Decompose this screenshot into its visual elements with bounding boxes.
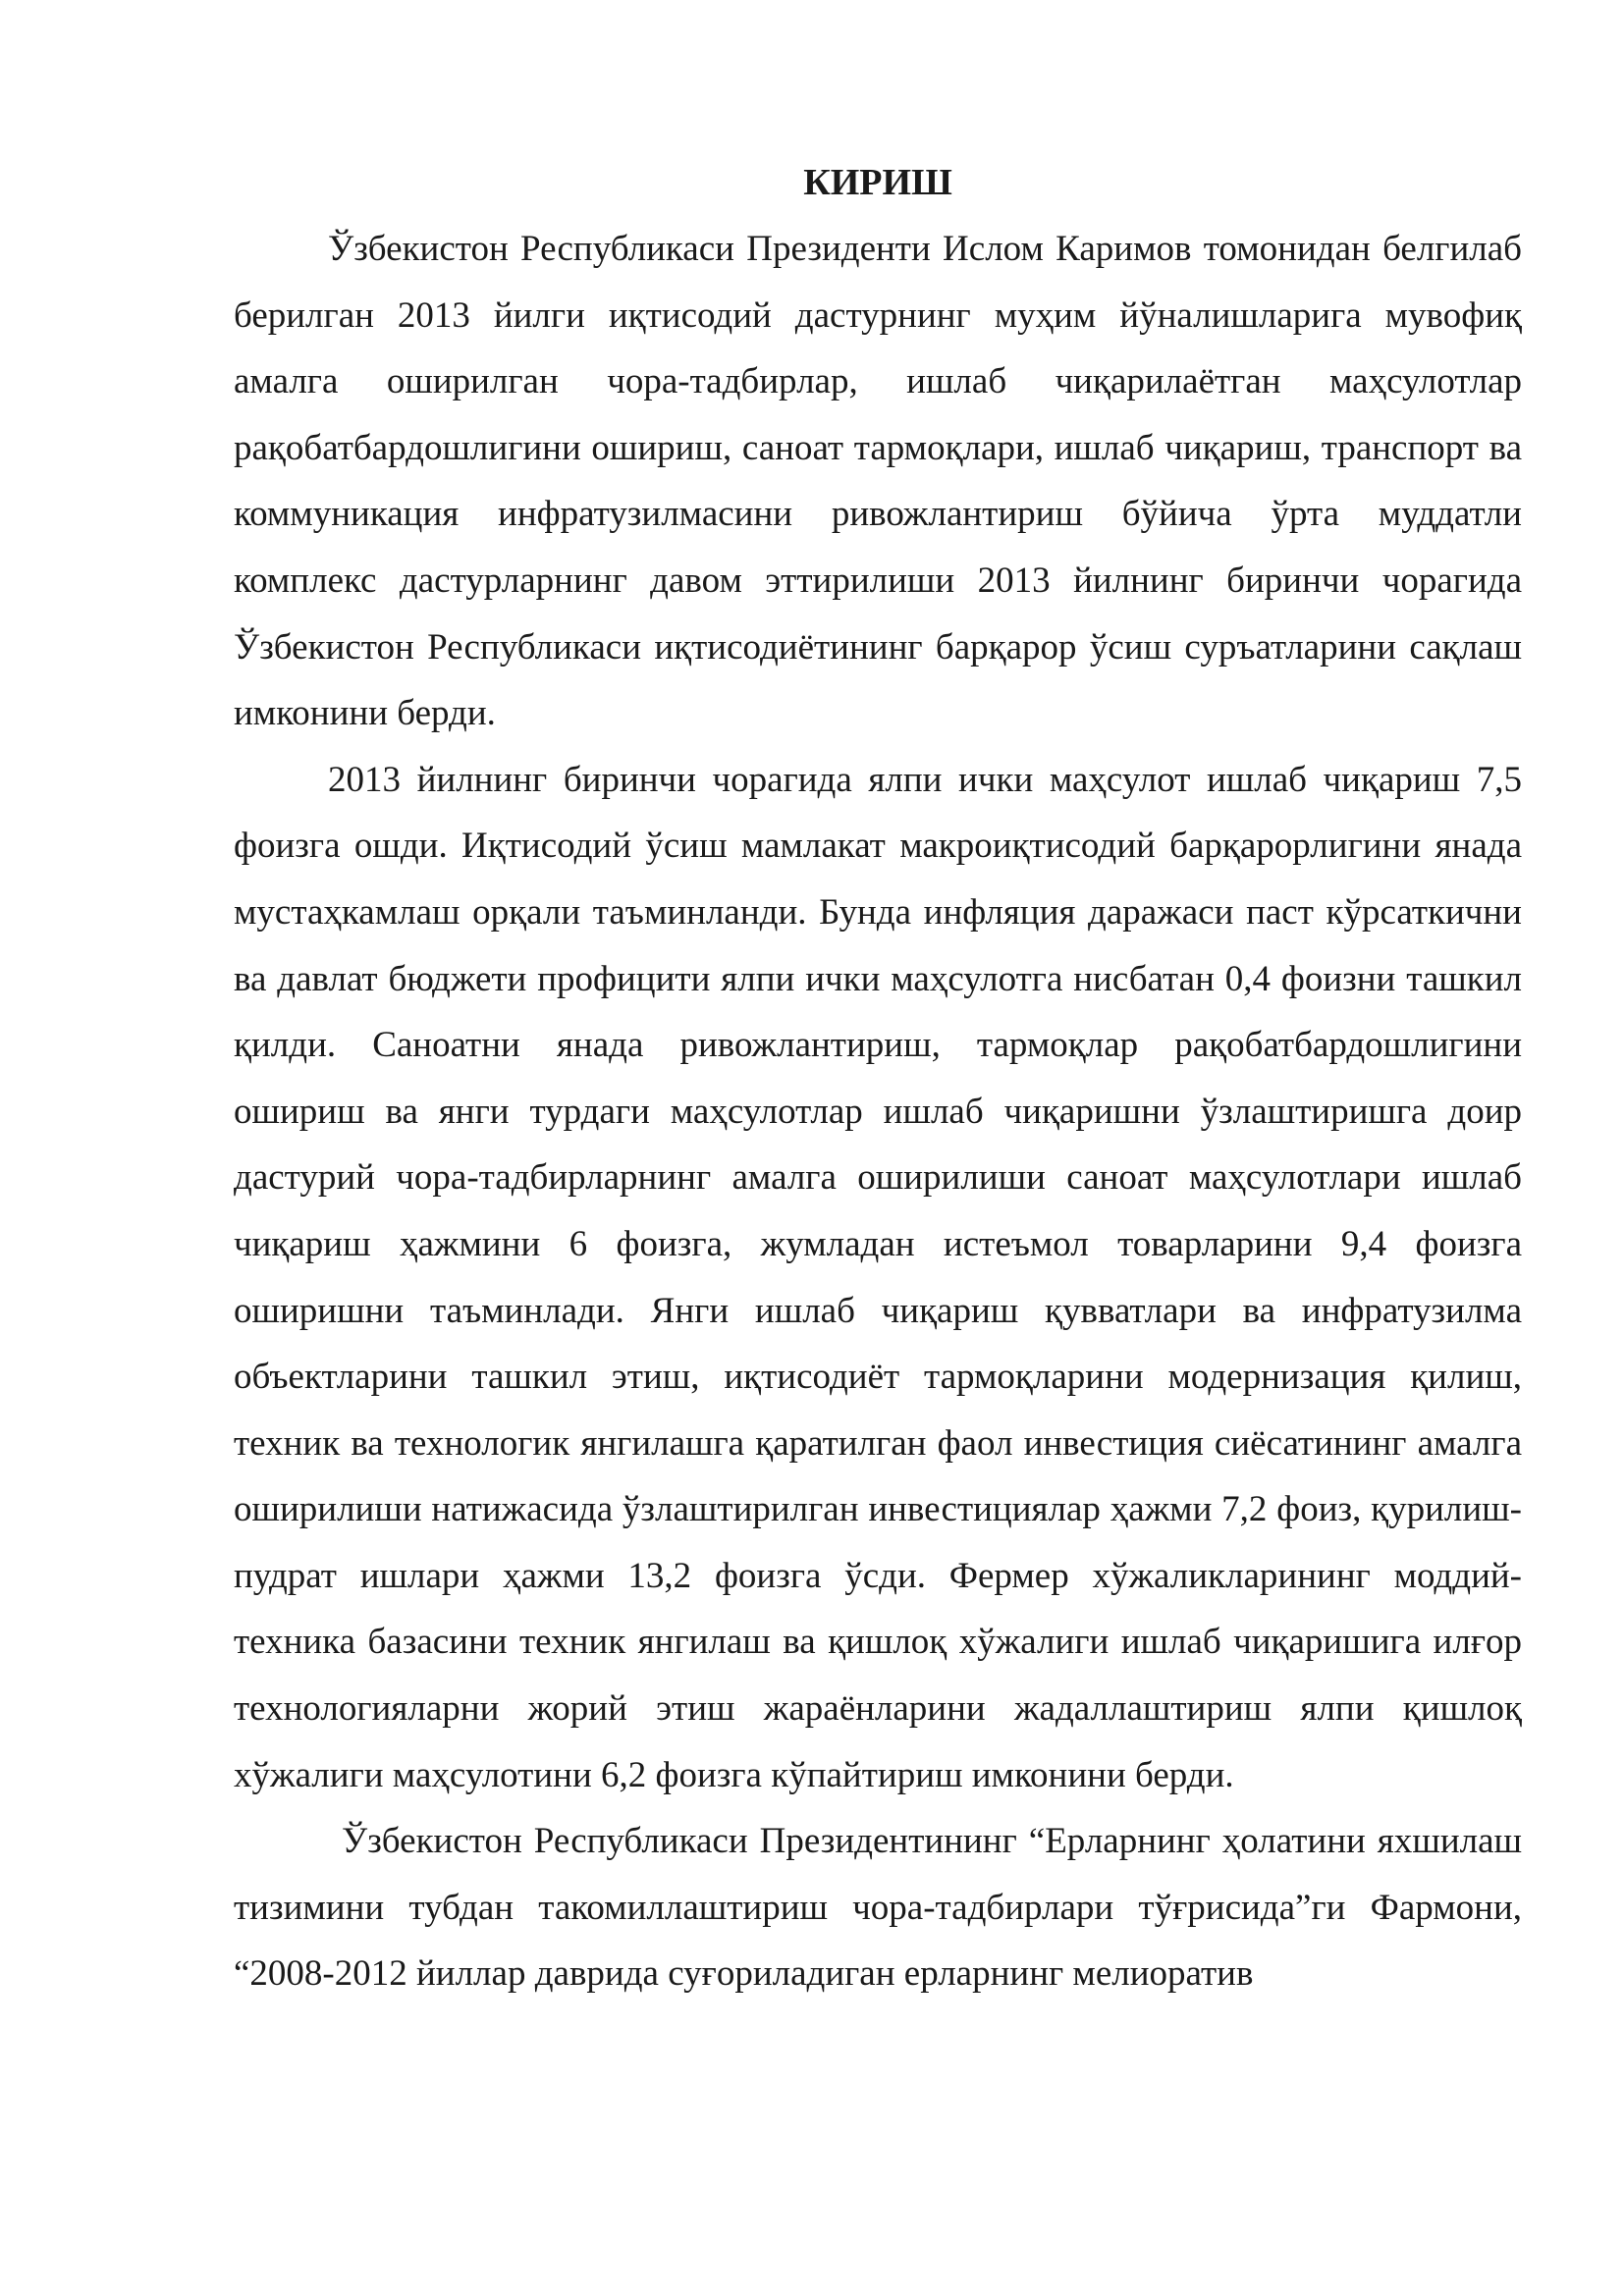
paragraph-decree: Ўзбекистон Республикаси Президентининг “Ерларнинг ҳолатини яхшилаш тизимини тубдан такомиллаштириш чора-тадбирлари тўғрисида”ги Фармони, “2008-2012 йиллар даврида суғориладиган ерларнинг мелиоратив bbox=[234, 1821, 1522, 1995]
section-heading: КИРИШ bbox=[803, 162, 952, 203]
paragraph-intro: Ўзбекистон Республикаси Президенти Ислом Каримов томонидан белгилаб берилган 2013 йилги иқтисодий дастурнинг муҳим йўналишларига мувофиқ амалга оширилган чора-тадбирлар, ишлаб чиқарилаётган маҳсулотлар рақобатбардошлигини ошириш, саноат тармоқлари, ишлаб чиқариш, транспорт ва коммуникация инфратузилмасини ривожлантириш бўйича ўрта муддатли комплекс дастурларнинг давом эттирилиши 2013 йилнинг биринчи чорагида Ўзбекистон Республикаси иқтисодиётининг барқарор ўсиш суръатларини сақлаш имконини берди. bbox=[234, 229, 1522, 734]
paragraph-economic-growth: 2013 йилнинг биринчи чорагида ялпи ички маҳсулот ишлаб чиқариш 7,5 фоизга ошди. Иқтисодий ўсиш мамлакат макроиқтисодий барқарорлигини янада мустаҳкамлаш орқали таъминланди. Бунда инфляция даражаси паст кўрсаткични ва давлат бюджети профицити ялпи ички маҳсулотга нисбатан 0,4 фоизни ташкил қилди. Саноатни янада ривожлантириш, тармоқлар рақобатбардошлигини ошириш ва янги турдаги маҳсулотлар ишлаб чиқаришни ўзлаштиришга доир дастурий чора-тадбирларнинг амалга оширилиши саноат маҳсулотлари ишлаб чиқариш ҳажмини 6 фоизга, жумладан истеъмол товарларини 9,4 фоизга оширишни таъминлади. Янги ишлаб чиқариш қувватлари ва инфратузилма объектларини ташкил этиш, иқтисодиёт тармоқларини модернизация қилиш, техник ва технологик янгилашга қаратилган фаол инвестиция сиёсатининг амалга оширилиши натижасида ўзлаштирилган инвестициялар ҳажми 7,2 фоиз, қурилиш-пудрат ишлари ҳажми 13,2 фоизга ўсди. Фермер хўжаликларининг моддий-техника базасини техник янгилаш ва қишлоқ хўжалиги ишлаб чиқаришига илғор технологияларни жорий этиш жараёнларини жадаллаштириш ялпи қишлоқ хўжалиги маҳсулотини 6,2 фоизга кўпайтириш имконини берди. bbox=[234, 759, 1522, 1795]
document-body bbox=[234, 149, 1522, 2007]
